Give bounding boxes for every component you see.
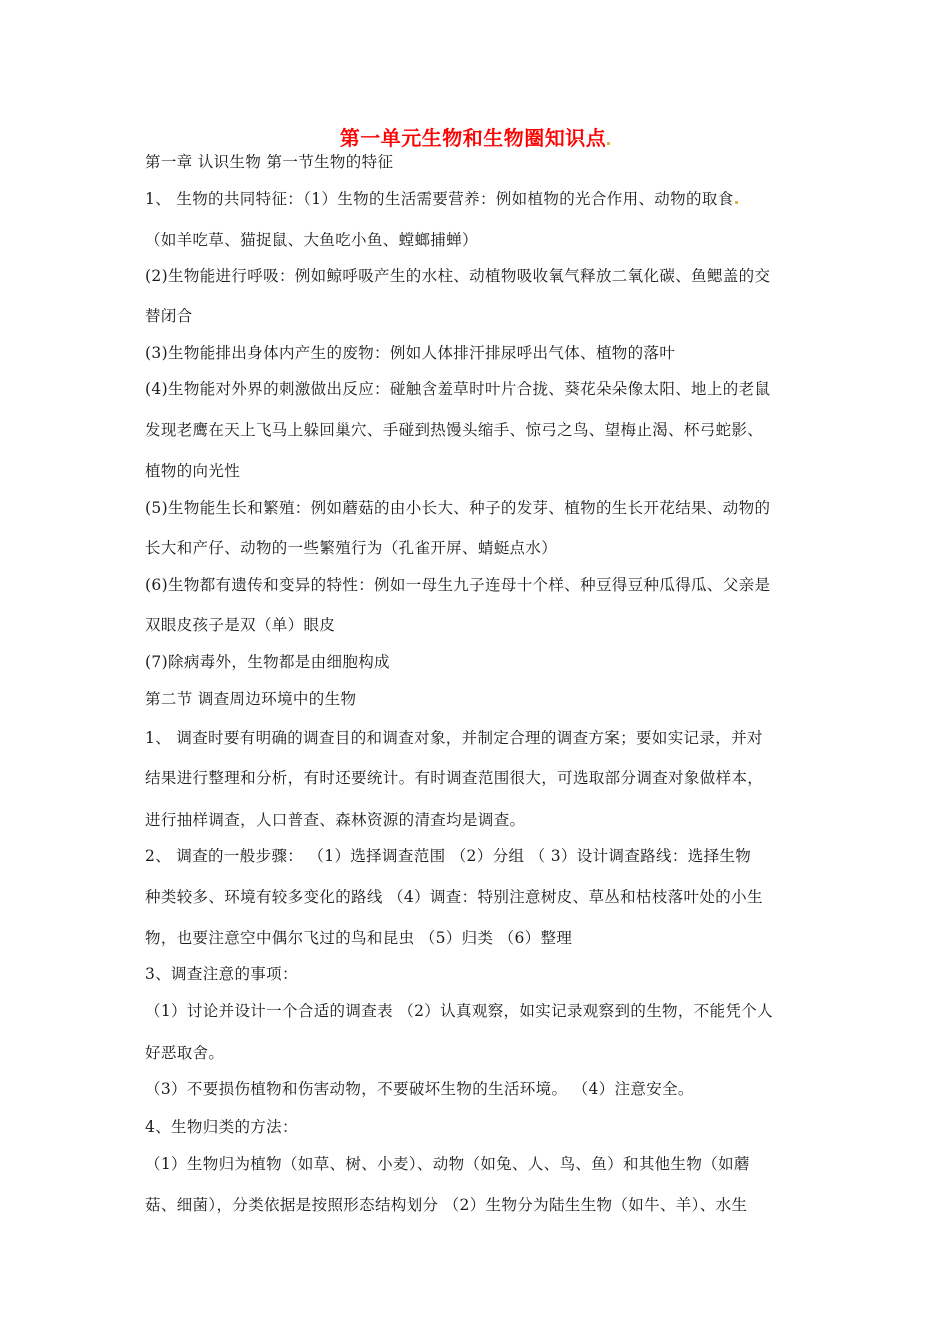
text-line: 物，也要注意空中偶尔飞过的鸟和昆虫 （5）归类 （6）整理 (145, 929, 573, 947)
text-line: 第二节 调查周边环境中的生物 (145, 690, 357, 708)
text-line: 结果进行整理和分析，有时还要统计。有时调查范围很大，可选取部分调查对象做样本， (145, 769, 764, 787)
text-line: 1、 调查时要有明确的调查目的和调查对象，并制定合理的调查方案；要如实记录，并对 (145, 729, 763, 747)
text-line: 1、 生物的共同特征：（1）生物的生活需要营养：例如植物的光合作用、动物的取食 (145, 189, 815, 209)
edit-mark-icon (607, 142, 610, 145)
text-line: 2、 调查的一般步骤： （1）选择调查范围 （2）分组 （ 3）设计调查路线：选择生物 (145, 847, 752, 865)
text-line: 4、生物归类的方法： (145, 1118, 298, 1136)
text-line: （如羊吃草、猫捉鼠、大鱼吃小鱼、螳螂捕蝉） (145, 231, 478, 249)
edit-mark-icon (735, 201, 738, 204)
text-line: 发现老鹰在天上飞马上躲回巢穴、手碰到热馒头缩手、惊弓之鸟、望梅止渴、杯弓蛇影、 (145, 421, 764, 439)
text-line: (7)除病毒外，生物都是由细胞构成 (145, 653, 390, 671)
text-line: 进行抽样调查，人口普查、森林资源的清查均是调查。 (145, 811, 526, 829)
text-line: （1）生物归为植物（如草、树、小麦）、动物（如兔、人、鸟、鱼）和其他生物（如蘑 (145, 1155, 750, 1173)
text-line: (6)生物都有遗传和变异的特性：例如一母生九子连母十个样、种豆得豆种瓜得瓜、父亲是 (145, 576, 771, 594)
text-line: （3）不要损伤植物和伤害动物，不要破坏生物的生活环境。 （4）注意安全。 (145, 1080, 694, 1098)
text-line: 双眼皮孩子是双（单）眼皮 (145, 616, 336, 634)
text-line: （1）讨论并设计一个合适的调查表 （2）认真观察，如实记录观察到的生物，不能凭个人 (145, 1002, 774, 1020)
text-line: 长大和产仔、动物的一些繁殖行为（孔雀开屏、蜻蜓点水） (145, 539, 558, 557)
document-title: 第一单元生物和生物圈知识点 (0, 122, 950, 151)
text-line: 替闭合 (145, 307, 193, 325)
text-line: (5)生物能生长和繁殖：例如蘑菇的由小长大、种子的发芽、植物的生长开花结果、动物的 (145, 499, 771, 517)
text-line: 第一章 认识生物 第一节生物的特征 (145, 153, 394, 171)
text-line: 种类较多、环境有较多变化的路线 （4）调查：特别注意树皮、草丛和枯枝落叶处的小生 (145, 888, 763, 906)
text-line: 好恶取舍。 (145, 1044, 225, 1062)
text-line: (3)生物能排出身体内产生的废物：例如人体排汗排尿呼出气体、植物的落叶 (145, 344, 676, 362)
text-line: 菇、细菌），分类依据是按照形态结构划分 （2）生物分为陆生生物（如牛、羊）、水生 (145, 1196, 748, 1214)
text-line: 3、调查注意的事项： (145, 965, 298, 983)
text-line: 植物的向光性 (145, 462, 241, 480)
text-line: (2)生物能进行呼吸：例如鲸呼吸产生的水柱、动植物吸收氧气释放二氧化碳、鱼鳃盖的交 (145, 267, 771, 285)
text-line: (4)生物能对外界的刺激做出反应：碰触含羞草时叶片合拢、葵花朵朵像太阳、地上的老鼠 (145, 380, 771, 398)
